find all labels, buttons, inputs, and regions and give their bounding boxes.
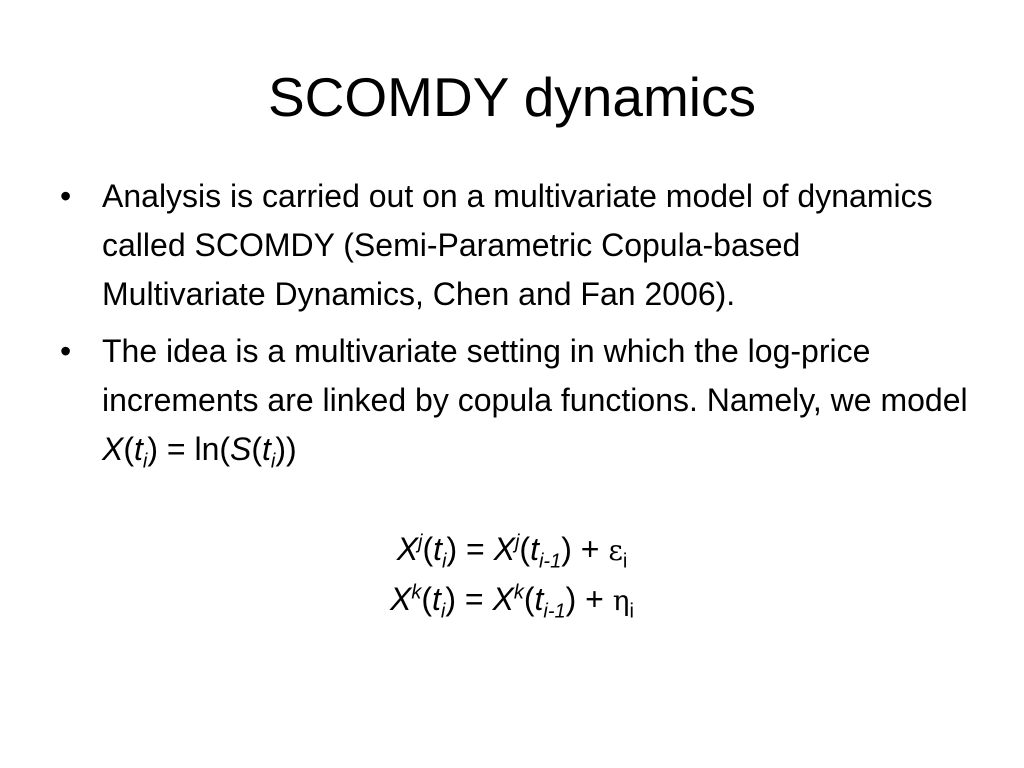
equation-line: $X^k(t_i) = X^k(t_{i-1}) + \eta_i$ — [390, 581, 634, 623]
slide-title: SCOMDY dynamics — [268, 66, 756, 128]
bullet-item — [60, 327, 970, 474]
bullet-list — [60, 172, 970, 482]
bullet-text: The idea is a multivariate setting in which the log-price increments are linked by copula functions. Namely, we model — [102, 333, 968, 418]
bullet-text: Analysis is carried out on a multivariate model of dynamics called SCOMDY (Semi-Parametric Copula-based Multivariate Dynamics, Chen and Fan 2006). — [102, 178, 933, 312]
bullet-marker: • — [60, 178, 72, 214]
equation-line: $X^j(t_i) = X^j(t_{i-1}) + \varepsilon_i$ — [396, 531, 628, 573]
equation-block — [0, 525, 1024, 625]
inline-formula: $X(t_i) = \ln(S(t_i))$ — [102, 431, 297, 473]
bullet-item — [60, 172, 970, 319]
bullet-marker: • — [60, 333, 72, 369]
